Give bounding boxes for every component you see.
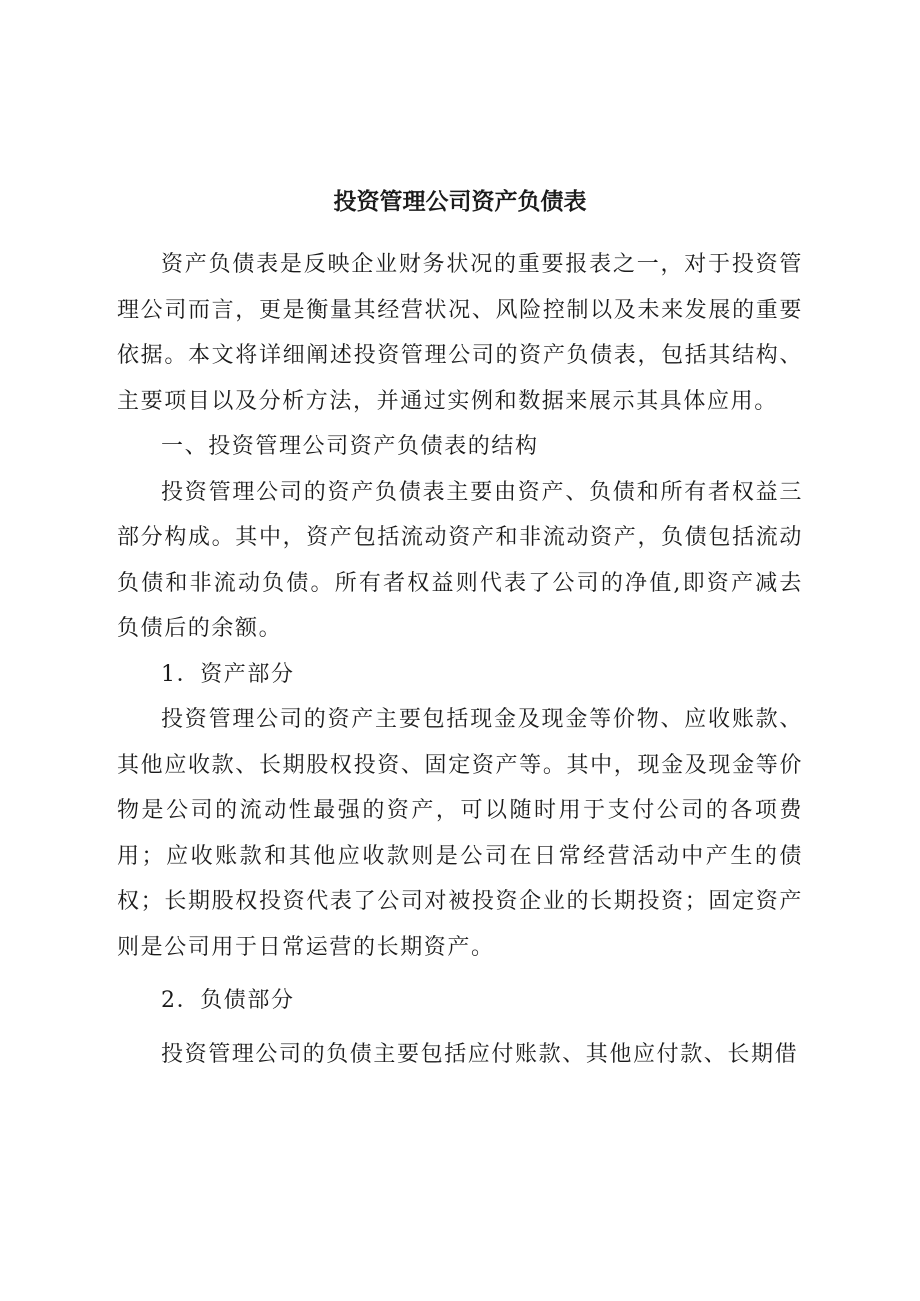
assets-paragraph: 投资管理公司的资产主要包括现金及现金等价物、应收账款、其他应收款、长期股权投资、固定资产等。其中，现金及现金等价物是公司的流动性最强的资产，可以随时用于支付公司的各项费用；应收账款和其他应收款则是公司在日常经营活动中产生的债权；长期股权投资代表了公司对被投资企业的长期投资；固定资产则是公司用于日常运营的长期资产。 bbox=[117, 707, 803, 960]
document-title: 投资管理公司资产负债表 bbox=[333, 189, 587, 215]
subsection-heading-assets: 1．资产部分 bbox=[161, 661, 295, 687]
section-heading-structure: 一、投资管理公司资产负债表的结构 bbox=[161, 434, 539, 459]
liabilities-paragraph: 投资管理公司的负债主要包括应付账款、其他应付款、长期借 bbox=[161, 1041, 799, 1067]
document-page bbox=[117, 182, 803, 1077]
intro-paragraph: 资产负债表是反映企业财务状况的重要报表之一，对于投资管理公司而言，更是衡量其经营状况、风险控制以及未来发展的重要依据。本文将详细阐述投资管理公司的资产负债表，包括其结构、主要项目以及分析方法，并通过实例和数据来展示其具体应用。 bbox=[117, 252, 803, 414]
subsection-heading-liabilities: 2．负债部分 bbox=[161, 988, 295, 1013]
structure-paragraph: 投资管理公司的资产负债表主要由资产、负债和所有者权益三部分构成。其中，资产包括流动资产和非流动资产，负债包括流动负债和非流动负债。所有者权益则代表了公司的净值,即资产减去负债后的余额。 bbox=[117, 479, 803, 641]
